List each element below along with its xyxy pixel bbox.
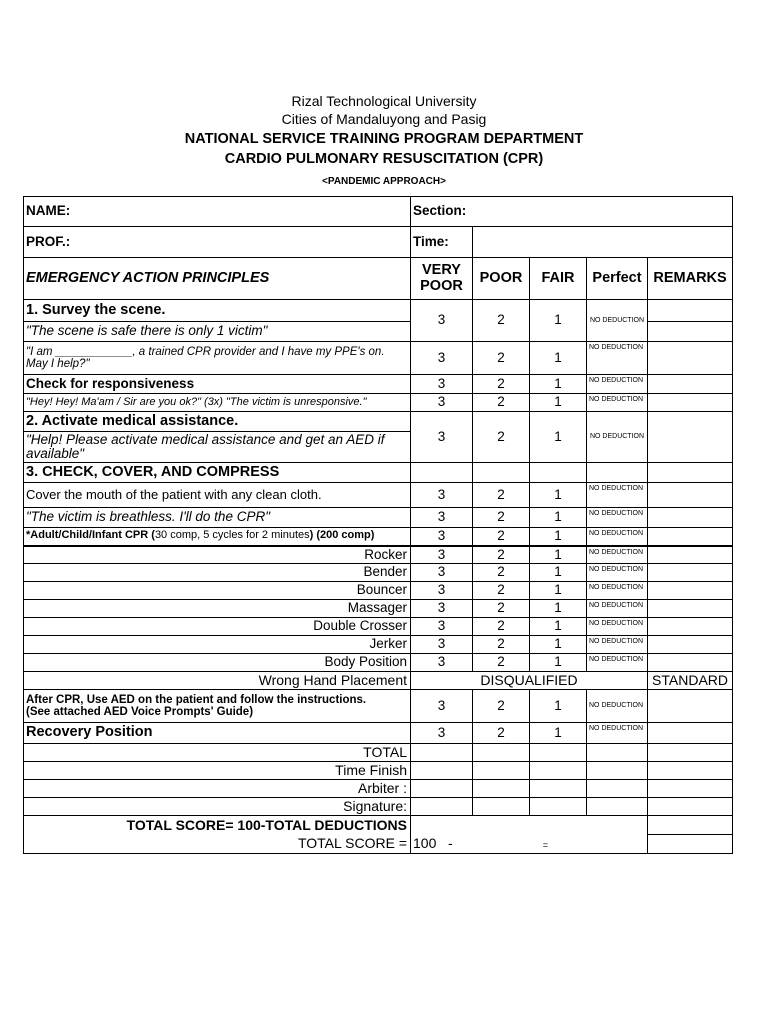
perfect-header: Perfect [587, 258, 648, 300]
no-deduction-cell[interactable]: NO DEDUCTION [587, 394, 648, 412]
cpr-evaluation-table [23, 196, 733, 854]
cpr-row [24, 528, 733, 546]
no-deduction-cell[interactable]: NO DEDUCTION [587, 618, 648, 636]
very-poor-score[interactable]: 3 [411, 528, 473, 546]
remarks-cell[interactable] [648, 636, 733, 654]
poor-text: POOR [420, 277, 463, 294]
fair-score[interactable]: 1 [530, 654, 587, 672]
poor-score[interactable]: 2 [473, 508, 530, 528]
very-poor-score[interactable]: 3 [411, 600, 473, 618]
total-score-remarks [648, 835, 733, 854]
total-score-label: TOTAL SCORE = [24, 835, 411, 854]
remarks-cell[interactable] [648, 528, 733, 546]
no-deduction-cell[interactable]: NO DEDUCTION [587, 582, 648, 600]
empty-cell [648, 463, 733, 483]
poor-score[interactable]: 2 [473, 618, 530, 636]
jerker-row [24, 636, 733, 654]
university-name: Rizal Technological University [291, 93, 477, 109]
arbiter-row [24, 780, 733, 798]
blank-cell[interactable] [648, 780, 733, 798]
no-deduction-cell[interactable]: NO DEDUCTION [587, 528, 648, 546]
no-deduction-cell[interactable]: NO DEDUCTION [587, 412, 648, 463]
rocker-row [24, 546, 733, 564]
massager-label: Massager [24, 600, 411, 618]
perfect-total[interactable] [587, 744, 648, 762]
poor-score[interactable]: 2 [473, 528, 530, 546]
activate-line: "Help! Please activate medical assistance and get an AED if available" [24, 432, 411, 463]
minus-sign: - [448, 835, 453, 852]
wrong-hand-row [24, 672, 733, 690]
body-position-row [24, 654, 733, 672]
poor-score[interactable]: 2 [473, 636, 530, 654]
empty-cell [587, 463, 648, 483]
provider-line: "I am ____________, a trained CPR provider and I have my PPE's on. May I help?" [24, 342, 411, 375]
form-subtitle: <PANDEMIC APPROACH> [322, 176, 446, 187]
survey-title-row [24, 300, 733, 322]
total-row [24, 744, 733, 762]
very-poor-score[interactable]: 3 [411, 618, 473, 636]
no-deduction-cell[interactable]: NO DEDUCTION [587, 375, 648, 394]
wrong-hand-label: Wrong Hand Placement [24, 672, 411, 690]
double-crosser-row [24, 618, 733, 636]
breathless-line: "The victim is breathless. I'll do the CPR" [24, 508, 411, 528]
survey-title: 1. Survey the scene. [24, 300, 411, 322]
disqualified-label: DISQUALIFIED [411, 672, 648, 690]
poor-score[interactable]: 2 [473, 582, 530, 600]
very-poor-score[interactable]: 3 [411, 483, 473, 508]
principles-header: EMERGENCY ACTION PRINCIPLES [24, 258, 411, 300]
cover-row [24, 483, 733, 508]
bouncer-row [24, 582, 733, 600]
aed-row [24, 690, 733, 723]
blank-cell[interactable] [530, 780, 587, 798]
remarks-cell[interactable] [648, 690, 733, 723]
remarks-cell[interactable] [648, 600, 733, 618]
remarks-cell[interactable] [648, 342, 733, 375]
remarks-total[interactable] [648, 744, 733, 762]
fair-score[interactable]: 1 [530, 600, 587, 618]
column-header-row [24, 258, 733, 300]
blank-cell[interactable] [473, 798, 530, 816]
signature-row [24, 798, 733, 816]
fair-score[interactable]: 1 [530, 528, 587, 546]
form-title: CARDIO PULMONARY RESUSCITATION (CPR) [224, 151, 544, 167]
survey-line: "The scene is safe there is only 1 victim" [24, 322, 411, 342]
fair-total[interactable] [530, 744, 587, 762]
poor-score[interactable]: 2 [473, 564, 530, 582]
fair-score[interactable]: 1 [530, 342, 587, 375]
no-deduction-cell[interactable]: NO DEDUCTION [587, 508, 648, 528]
empty-cell [530, 463, 587, 483]
no-deduction-cell[interactable]: NO DEDUCTION [587, 483, 648, 508]
poor-score[interactable]: 2 [473, 546, 530, 564]
fair-score[interactable]: 1 [530, 483, 587, 508]
poor-score[interactable]: 2 [473, 394, 530, 412]
no-deduction-cell[interactable]: NO DEDUCTION [587, 636, 648, 654]
arbiter-label: Arbiter : [24, 780, 411, 798]
empty-cell [473, 463, 530, 483]
very-poor-score[interactable]: 3 [411, 412, 473, 463]
formula-label: TOTAL SCORE= 100-TOTAL DEDUCTIONS [24, 816, 411, 835]
very-poor-score[interactable]: 3 [411, 300, 473, 342]
time-finish-row [24, 762, 733, 780]
body-position-label: Body Position [24, 654, 411, 672]
department-title: NATIONAL SERVICE TRAINING PROGRAM DEPARTMENT [184, 131, 584, 147]
bender-label: Bender [24, 564, 411, 582]
very-poor-score[interactable]: 3 [411, 564, 473, 582]
poor-score[interactable]: 2 [473, 723, 530, 744]
bouncer-label: Bouncer [24, 582, 411, 600]
activate-title: 2. Activate medical assistance. [24, 412, 411, 432]
fair-score[interactable]: 1 [530, 375, 587, 394]
fair-score[interactable]: 1 [530, 618, 587, 636]
very-poor-score[interactable]: 3 [411, 654, 473, 672]
cpr-text-b: 30 comp, 5 cycles for 2 minutes [154, 529, 310, 542]
very-text: VERY [422, 262, 461, 279]
very-poor-header [411, 258, 473, 300]
time-label: Time: [411, 227, 473, 258]
fair-header: FAIR [530, 258, 587, 300]
very-poor-score[interactable]: 3 [411, 375, 473, 394]
poor-score[interactable]: 2 [473, 483, 530, 508]
very-poor-score[interactable]: 3 [411, 690, 473, 723]
blank-cell[interactable] [473, 762, 530, 780]
cover-line: Cover the mouth of the patient with any clean cloth. [24, 483, 411, 508]
fair-score[interactable]: 1 [530, 508, 587, 528]
blank-cell[interactable] [648, 762, 733, 780]
poor-score[interactable]: 2 [473, 300, 530, 342]
poor-score[interactable]: 2 [473, 690, 530, 723]
no-deduction-cell[interactable]: NO DEDUCTION [587, 600, 648, 618]
massager-row [24, 600, 733, 618]
very-poor-score[interactable]: 3 [411, 508, 473, 528]
prof-label: PROF.: [24, 227, 411, 258]
remarks-cell[interactable] [648, 618, 733, 636]
total-label: TOTAL [24, 744, 411, 762]
no-deduction-cell[interactable]: NO DEDUCTION [587, 654, 648, 672]
blank-cell[interactable] [530, 762, 587, 780]
fair-score[interactable]: 1 [530, 564, 587, 582]
fair-score[interactable]: 1 [530, 546, 587, 564]
cpr-line [24, 528, 411, 546]
very-poor-total[interactable] [411, 744, 473, 762]
blank-cell[interactable] [587, 798, 648, 816]
jerker-label: Jerker [24, 636, 411, 654]
poor-header: POOR [473, 258, 530, 300]
responsiveness-label: Check for responsiveness [24, 375, 411, 394]
formula-remarks [648, 816, 733, 835]
formula-spacer [411, 816, 648, 835]
very-poor-score[interactable]: 3 [411, 342, 473, 375]
very-poor-score[interactable]: 3 [411, 394, 473, 412]
hey-line: "Hey! Hey! Ma'am / Sir are you ok?" (3x) "The victim is unresponsive." [24, 394, 411, 412]
formula-row [24, 816, 733, 835]
very-poor-score[interactable]: 3 [411, 636, 473, 654]
name-label: NAME: [24, 197, 411, 227]
remarks-cell[interactable] [648, 322, 733, 342]
recovery-row [24, 723, 733, 744]
section-label: Section: [411, 197, 733, 227]
remarks-cell[interactable] [648, 582, 733, 600]
remarks-cell[interactable] [648, 394, 733, 412]
blank-cell[interactable] [473, 780, 530, 798]
recovery-label: Recovery Position [24, 723, 411, 744]
empty-cell [411, 463, 473, 483]
poor-score[interactable]: 2 [473, 412, 530, 463]
no-deduction-cell[interactable]: NO DEDUCTION [587, 690, 648, 723]
remarks-cell[interactable] [648, 723, 733, 744]
check-title: 3. CHECK, COVER, AND COMPRESS [24, 463, 411, 483]
remarks-cell[interactable] [648, 564, 733, 582]
activate-title-row [24, 412, 733, 432]
equals-sign: = [542, 840, 548, 851]
poor-score[interactable]: 2 [473, 654, 530, 672]
poor-score[interactable]: 2 [473, 375, 530, 394]
double-crosser-label: Double Crosser [24, 618, 411, 636]
remarks-cell[interactable] [648, 300, 733, 322]
responsiveness-row [24, 375, 733, 394]
blank-cell[interactable] [648, 798, 733, 816]
aed-instruction [24, 690, 411, 723]
total-score-value[interactable] [411, 835, 648, 854]
time-finish-label: Time Finish [24, 762, 411, 780]
no-deduction-cell[interactable]: NO DEDUCTION [587, 723, 648, 744]
blank-cell[interactable] [411, 762, 473, 780]
signature-label: Signature: [24, 798, 411, 816]
no-deduction-cell[interactable]: NO DEDUCTION [587, 546, 648, 564]
blank-cell[interactable] [530, 798, 587, 816]
no-deduction-cell[interactable]: NO DEDUCTION [587, 342, 648, 375]
no-deduction-cell[interactable]: NO DEDUCTION [587, 564, 648, 582]
rocker-label: Rocker [24, 546, 411, 564]
aed-line-1: After CPR, Use AED on the patient and follow the instructions. [26, 693, 367, 706]
blank-cell[interactable] [587, 762, 648, 780]
remarks-cell[interactable] [648, 508, 733, 528]
cities-line: Cities of Mandaluyong and Pasig [281, 111, 487, 127]
total-score-row [24, 835, 733, 854]
hey-row [24, 394, 733, 412]
remarks-cell[interactable] [648, 483, 733, 508]
fair-score[interactable]: 1 [530, 300, 587, 342]
very-poor-score[interactable]: 3 [411, 723, 473, 744]
blank-cell[interactable] [587, 780, 648, 798]
prof-row [24, 227, 733, 258]
name-row [24, 197, 733, 227]
fair-score[interactable]: 1 [530, 690, 587, 723]
fair-score[interactable]: 1 [530, 723, 587, 744]
fair-score[interactable]: 1 [530, 636, 587, 654]
check-title-row [24, 463, 733, 483]
poor-score[interactable]: 2 [473, 600, 530, 618]
fair-score[interactable]: 1 [530, 582, 587, 600]
remarks-cell[interactable] [648, 546, 733, 564]
hundred-value: 100 [413, 835, 437, 852]
poor-score[interactable]: 2 [473, 342, 530, 375]
breathless-row [24, 508, 733, 528]
blank-cell[interactable] [411, 798, 473, 816]
no-deduction-cell[interactable]: NO DEDUCTION [587, 300, 648, 342]
time-value-cell[interactable] [473, 227, 733, 258]
poor-total[interactable] [473, 744, 530, 762]
aed-line-2: (See attached AED Voice Prompts' Guide) [26, 706, 254, 718]
fair-score[interactable]: 1 [530, 412, 587, 463]
bender-row [24, 564, 733, 582]
blank-cell[interactable] [411, 780, 473, 798]
cpr-text-a: *Adult/Child/Infant CPR ( [26, 529, 155, 542]
remarks-header: REMARKS [648, 258, 733, 300]
very-poor-score[interactable]: 3 [411, 546, 473, 564]
remarks-cell[interactable] [648, 412, 733, 463]
remarks-cell[interactable] [648, 654, 733, 672]
standard-label: STANDARD [648, 672, 733, 690]
remarks-cell[interactable] [648, 375, 733, 394]
provider-row [24, 342, 733, 375]
very-poor-score[interactable]: 3 [411, 582, 473, 600]
fair-score[interactable]: 1 [530, 394, 587, 412]
cpr-text-c: ) (200 comp) [309, 529, 375, 542]
